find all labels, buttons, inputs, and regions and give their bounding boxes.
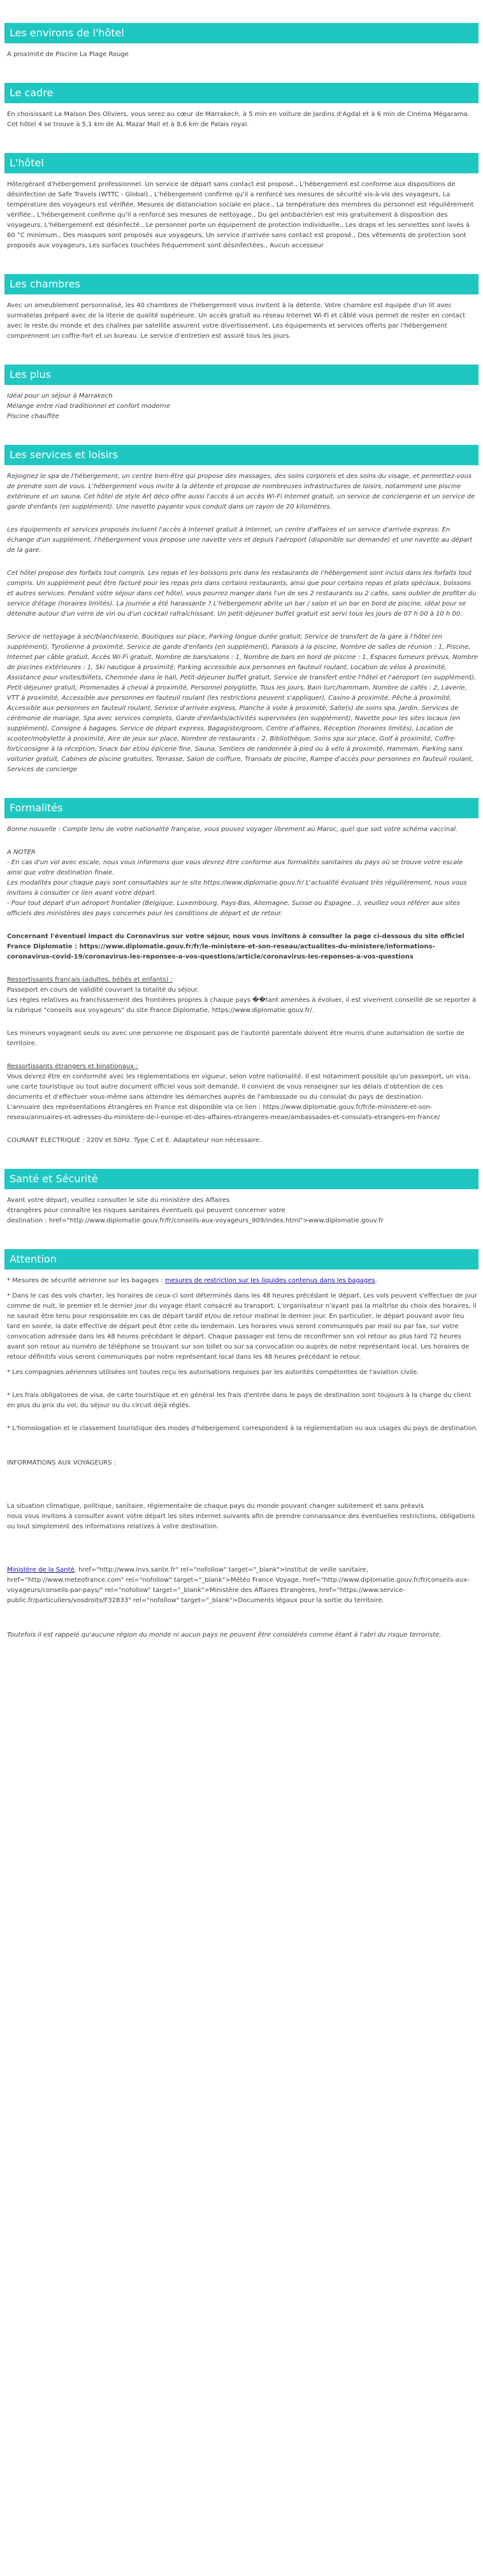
attention-luggage — [7, 1276, 479, 1286]
foreign-line: Vous devrez être en conformité avec les réglementations en vigueur, selon votre nationalité. Il est notamment possible qu'un passeport, un visa, une carte touristique ou tout autre document officiel vous soit demandé. Il convient de vous renseigner sur les délais d'obtention de ces documents et d'effectuer vous-même sans attendre les démarches auprès de l'ambassade ou du consulat du pays de destination. — [7, 1073, 471, 1101]
section-title-hotel: L'hôtel — [4, 153, 479, 173]
situation-line: La situation climatique, politique, sanitaire, réglementaire de chaque pays du monde pouvant changer subitement et sans préavis — [7, 1503, 424, 1510]
situation-line: nous vous invitons à consulter avant votre départ les sites Internet suivants afin de prendre connaissance des éventuelles restrictions, obligations ou tout simplement des informations relatives à votre destination. — [7, 1513, 475, 1530]
attention-charter: * Dans le cas des vols charter, les horaires de ceux-ci sont déterminés dans les 48 heures précédant le départ. Les vols peuvent s'effectuer de jour comme de nuit, le premier et le dernier jour du voyage étant consacré au transport. L'organisateur n'ayant pas la maîtrise du choix des horaires, il ne saurait être tenu pour responsable en cas de départ tardif et/ou de retour matinal le dernier jour. En particulier, le départ pouvant avoir lieu tard en soirée, la date effective de départ peut être celle du lendemain. Les horaires vous seront communiqués par mail ou par fax, sur votre convocation adressée dans les 48 heures précédant le départ. Chaque passager est tenu de reconfirmer son vol retour au plus tard 72 heures avant son retour au numéro de téléphone se trouvant sur son billet ou sur sa convocation ou auprès de notre représentant local. Les horaires de retour définitifs vous seront communiqués par notre représentant local dans les 48 heures précédant le retour. — [7, 1292, 478, 1361]
links-text: , href="http://www.invs.sante.fr" rel="nofollow" target="_blank">Institut de veille sanitaire, href="http://www.meteofrance.com" rel="nofollow" target="_blank">Météo France Voyage, href="http://www.diplomatie.gouv.fr/fr/conseils-aux-voyageurs/conseils-par-pays/" rel="nofollow" target="_blank">Ministère des Affaires Etrangères, href="https://www.service-public.fr/particuliers/vosdroits/F32833" rel="nofollow" target="_blank">Documents légaux pour la sortie du territoire. — [7, 1567, 470, 1604]
fr-line: Passeport en cours de validité couvrant la totalité du séjour. — [7, 987, 199, 994]
section-title-sante: Santé et Sécurité — [4, 1169, 479, 1189]
services-paragraph: Rejoignez le spa de l'hébergement, un centre bien-être qui propose des massages, des soins corporels et des soins du visage, et permettez-vous de prendre soin de vous. L'hébergement vous invite à la détente et propose de nombreuses infrastructures de loisirs, notamment une piscine extérieure et un sauna. Cet hôtel de style Art déco offre aussi l'accès à un accès Wi-Fi Internet gratuit, un service de conciergerie et un service de garde d'enfants (en supplément). Une navette payante vous conduit dans un rayon de 20 kilomètres. — [7, 473, 475, 510]
fr-heading: Ressortissants français (adultes, bébés et enfants) : — [7, 976, 173, 983]
chambres-text: Avec un ameublement personnalisé, les 40 chambres de l'hébergement vous invitent à la détente. Votre chambre est équipée d'un lit avec surmatelas préparé avec de la literie de qualité supérieure. Un accès gratuit au réseau Internet Wi-Fi et câblé vous permet de rester en contact avec le reste du monde et des chaînes par satellite assurent votre divertissement. Les équipements et services offerts par l'hébergement comprennent un coffre-fort et un bureau. Le service d'entretien est assuré tous les jours. — [7, 302, 466, 340]
luggage-prefix: * Mesures de sécurité aérienne sur les bagages : — [7, 1277, 165, 1284]
section-title-cadre: Le cadre — [4, 83, 479, 103]
section-title-chambres: Les chambres — [4, 274, 479, 294]
section-title-environs: Les environs de l'hôtel — [4, 23, 479, 43]
note-line: - En cas d'un vol avec escale, nous vous informons que vous devrez être conforme aux formalités sanitaires du pays où se trouve votre escale ainsi que votre destination finale. — [7, 859, 463, 876]
minors-text: Les mineurs voyageant seuls ou avec une personne ne disposant pas de l'autorité parentale doivent être munis d'une autorisation de sortie de territoire. — [7, 1030, 465, 1047]
note-line: - Pour tout départ d'un aéroport frontalier (Belgique, Luxembourg, Pays-Bas, Allemagne, Suisse ou Espagne...), veuillez vous référer aux sites officiels des ministères des pays concernés pour les conditions de départ et de retour. — [7, 900, 460, 917]
ministere-sante-link[interactable]: Ministère de la Santé — [7, 1567, 75, 1574]
note-heading: A NOTER — [7, 849, 36, 856]
section-title-plus: Les plus — [4, 365, 479, 385]
luggage-suffix: . — [375, 1277, 377, 1284]
page — [0, 23, 483, 1658]
section-title-attention: Attention — [4, 1249, 479, 1270]
terrorism-notice: Toutefois il est rappelé qu'aucune région du monde ni aucun pays ne peuvent être considérés comme étant à l'abri du risque terroriste. — [7, 1632, 442, 1639]
covid-notice: Concernant l'éventuel impact du Coronavirus sur votre séjour, nous vous invitons à consulter la page ci-dessous du site officiel France Diplomatie : https://www.diplomatie.gouv.fr/fr/le-ministere-et-son-reseau/actualites-du-ministere/informations-coronavirus-covid-19/coronavirus-les-reponses-a-vos-questions/article/coronavirus-les-reponses-a-vos-questions — [7, 933, 465, 960]
services-paragraph: Cet hôtel propose des forfaits tout compris. Les repas et les boissons pris dans les restaurants de l'hébergement sont inclus dans les forfaits tout compris. Un supplément peut être facturé pour les repas pris dans certains restaurants, ainsi que pour certains repas et plats spéciaux, boissons et autres services. Pendant votre séjour dans cet hôtel, vous pourrez manger dans l'un de ses 2 restaurants ou 2 cafés, sans oublier de profiter du service d'étage (horaires limités). La journée a été harassante ? L'hébergement abrite un bar / salon et un bar en bord de piscine, idéal pour se détendre autour d'un verre de vin ou d'un cocktail rafraîchissant. Un petit-déjeuner buffet gratuit est servi tous les jours de 07 h 00 à 10 h 00. — [7, 570, 477, 618]
plus-item: Piscine chauffée — [7, 413, 59, 420]
plus-item: Idéal pour un séjour à Marrakech — [7, 393, 113, 400]
links-block — [7, 1565, 479, 1606]
electric-text: COURANT ELECTRIQUE : 220V et 50Hz. Type C et E. Adaptateur non nécessaire. — [7, 1137, 262, 1144]
note-line: Les modalités pour chaque pays sont consultables sur le site https://www.diplomatie.gouv.fr/ L'actualité évoluant très régulièrement, nous vous invitons à consulter ce lien avant votre départ. — [7, 879, 467, 897]
info-heading: INFORMATIONS AUX VOYAGEURS : — [7, 1459, 117, 1466]
hotel-text: Hôte/gérant d'hébergement professionnel. Un service de départ sans contact est proposé., L'hébergement est conforme aux dispositions de désinfection de Safe Travels (WTTC - Global)., L'hébergement confirme qu'il a renforcé ses mesures de sécurité vis-à-vis des voyageurs, La température des voyageurs est vérifiée, Mesures de distanciation sociale en place., La température des membres du personnel est régulièrement vérifiée., L'hébergement confirme qu'il a renforcé ses mesures de nettoyage., Du gel antibactérien est mis gratuitement à disposition des voyageurs, L'hébergement est désinfecté., Le personnel porte un équipement de protection individuelle., Les draps et les serviettes sont lavés à 60 °C minimum., Des masques sont proposés aux voyageurs, Un service d'arrivée sans contact est proposé., Des vêtements de protection sont proposés aux voyageurs, Les surfaces touchées fréquemment sont désinfectées., Aucun accesseur — [7, 181, 474, 249]
services-paragraph: Les équipements et services proposés incluent l'accès à Internet gratuit à Internet, un centre d'affaires et un service d'arrivée express. En échange d'un supplément, l'hébergement vous propose une navette vers et depuis l'aéroport (disponible sur demande) et une navette au départ de la gare. — [7, 526, 473, 554]
section-title-services: Les services et loisirs — [4, 445, 479, 465]
foreign-block — [7, 1062, 479, 1123]
foreign-heading: Ressortissants étrangers et binationaux : — [7, 1063, 138, 1070]
cadre-text: En choisissant La Maison Des Oliviers, vous serez au cœur de Marrakech, à 5 min en voiture de Jardins d'Agdal et à 6 min de Cinéma Mégarama. Cet hôtel 4 se trouve à 5,1 km de AL Mazar Mall et à 8,6 km de Palais royal. — [7, 111, 470, 128]
environs-text: A proximité de Piscine La Plage Rouge — [7, 51, 129, 58]
attention-homologation: * L'homologation et le classement touristique des modes d'hébergement correspondent à la réglementation ou aux usages du pays de destination. — [7, 1425, 479, 1432]
sante-line: Avant votre départ, veuillez consulter le site du ministère des Affaires — [7, 1197, 230, 1204]
situation-block — [7, 1501, 479, 1532]
fr-block — [7, 975, 479, 1016]
note-block — [7, 848, 479, 919]
sante-line: destination : href="http://www.diplomatie.gouv.fr/fr/conseils-aux-voyageurs_909/index.html">www.diplomatie.gouv.fr — [7, 1217, 384, 1224]
sante-line: étrangères pour connaître les risques sanitaires éventuels qui peuvent concerner votre — [7, 1207, 285, 1214]
foreign-line: L'annuaire des représentations étrangères en France est disponible via ce lien : https://www.diplomatie.gouv.fr/fr/le-ministere-et-son-reseau/annuaires-et-adresses-du-ministere-de-l-europe-et-des-affaires-etrangeres-meae/ambassades-et-consulats-etrangers-en-france/ — [7, 1104, 440, 1121]
attention-visa-fees: * Les frais obligatoires de visa, de carte touristique et en général les frais d'entrée dans le pays de destination sont toujours à la charge du client en plus du prix du vol, du séjour ou du circuit déjà réglés. — [7, 1392, 472, 1409]
fr-line: Les règles relatives au franchissement des frontières propres à chaque pays ��tant amenées à évoluer, il est vivement conseillé de se reporter à la rubrique "conseils aux voyageurs" du site France Diplomatie, https://www.diplomatie.gouv.fr/. — [7, 997, 477, 1014]
attention-airlines: * Les compagnies aériennes utilisées ont toutes reçu les autorisations requises par les autorités compétentes de l'aviation civile. — [7, 1369, 419, 1376]
liquids-restriction-link[interactable]: mesures de restriction sur les liquides contenus dans les bagages — [164, 1277, 375, 1284]
sante-block — [7, 1196, 479, 1226]
formalites-welcome: Bonne nouvelle : Compte tenu de votre nationalité française, vous pouvez voyager librement au Maroc, quel que soit votre schéma vaccinal. — [7, 826, 458, 833]
plus-item: Mélange entre riad traditionnel et confort moderne — [7, 403, 171, 410]
services-paragraph: Service de nettoyage à sec/blanchisserie, Boutiques sur place, Parking longue durée gratuit, Service de transfert de la gare à l'hôtel (en supplément), Tyrolienne à proximité, Service de garde d'enfants (en supplément), Parasols à la piscine, Nombre de salles de réunion : 1, Piscine, Internet par câble gratuit, Accès Wi-Fi gratuit, Nombre de bars/salons : 1, Nombre de bars en bord de piscine : 1, Espaces fumeurs prévus, Nombre de piscines extérieures : 1, Ski nautique à proximité, Parking accessible aux personnes en fauteuil roulant, Location de vélos à proximité, Assistance pour visites/billets, Cheminée dans le hall, Petit-déjeuner buffet gratuit, Service de transfert entre l'hôtel et l'aéroport (en supplément), Petit-déjeuner gratuit, Promenades à cheval à proximité, Personnel polyglotte, Tous les jours, Bain turc/hammam, Nombre de cafés : 2, Laverie, VTT à proximité, Accessible aux personnes en fauteuil roulant (les restrictions peuvent s'appliquer), Casino à proximité, Pêche à proximité, Accessible aux personnes en fauteuil roulant, Service d'arrivée express, Planche à voile à proximité, Salle(s) de soins spa, Jardin, Services de cérémonie de mariage, Spa avec services complets, Garde d'enfants/activités supervisées (en supplément), Navette pour les sites locaux (en supplément), Consigne à bagages, Service de départ express, Bagagiste/groom, Centre d'affaires, Réception (horaires limités), Location de scooter/mobylette à proximité, Aire de jeux sur place, Nombre de restaurants : 2, Bibliothèque, Soins spa sur place, Golf à proximité, Coffre-fort/consigne à la réception, Snack bar et/ou épicerie fine, Sauna, Sentiers de randonnée à pied ou à vélo à proximité, Hammam, Parking sans voiturier gratuit, Cabines de piscine gratuites, Terrasse, Salon de coiffure, Transats de piscine, Rampe d'accès pour personnes en fauteuil roulant, Services de concierge — [7, 633, 479, 773]
section-title-formalites: Formalités — [4, 798, 479, 818]
plus-list — [7, 391, 479, 422]
